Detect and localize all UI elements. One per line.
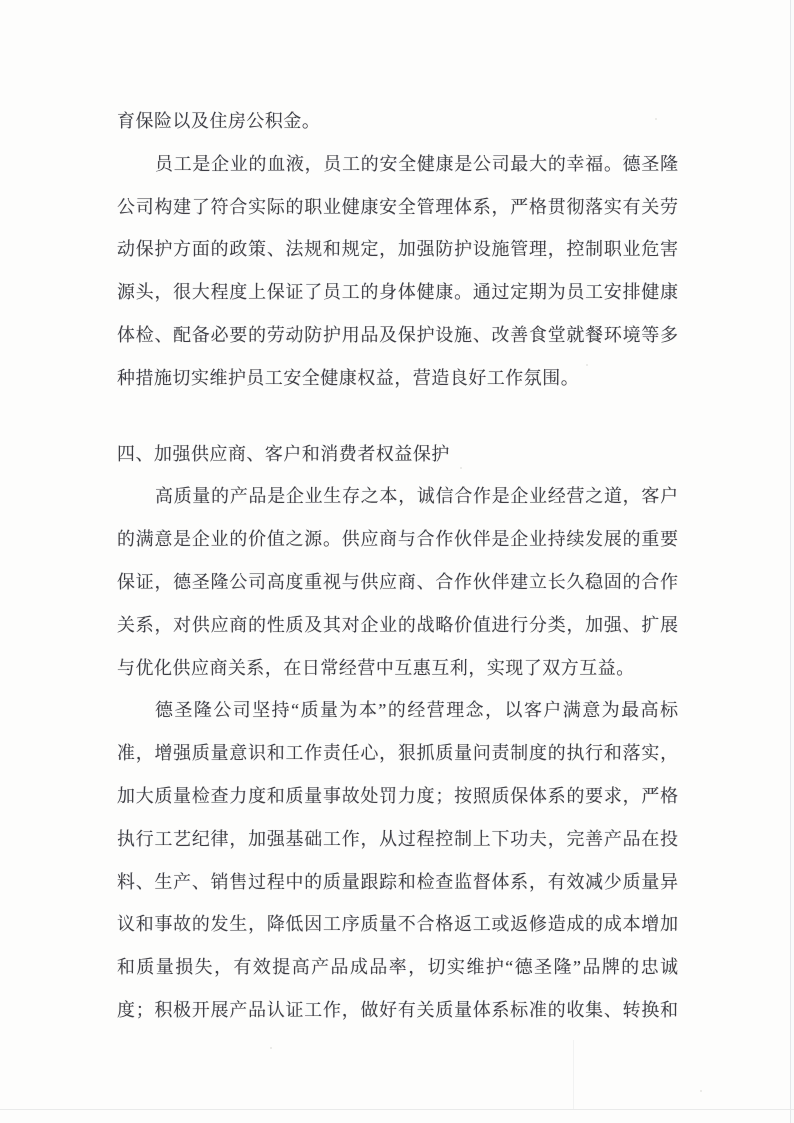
text-line: 与优化供应商关系，在日常经营中互惠互利，实现了双方互益。 — [117, 657, 635, 678]
scan-speckle — [700, 1090, 702, 1092]
scan-edge-bottom-line — [0, 1109, 794, 1110]
text-line: 料、生产、销售过程中的质量跟踪和检查监督体系，有效减少质量异 — [117, 871, 678, 892]
scan-speckle — [655, 118, 657, 120]
text-line: 德圣隆公司坚持“质量为本”的经营理念，以客户满意为最高标 — [155, 700, 678, 721]
text-line: 加大质量检查力度和质量事故处罚力度；按照质保体系的要求，严格 — [117, 785, 678, 806]
text-line: 高质量的产品是企业生存之本，诚信合作是企业经营之道，客户 — [155, 486, 678, 507]
text-line: 保证，德圣隆公司高度重视与供应商、合作伙伴建立长久稳固的合作 — [117, 571, 678, 592]
scan-edge-right-line — [790, 0, 791, 1123]
scan-streak — [573, 1040, 574, 1109]
text-line: 的满意是企业的价值之源。供应商与合作伙伴是企业持续发展的重要 — [117, 529, 678, 550]
text-line: 议和事故的发生，降低因工序质量不合格返工或返修造成的成本增加 — [117, 914, 678, 935]
scan-speckle — [460, 467, 462, 469]
text-line: 执行工艺纪律，加强基础工作，从过程控制上下功夫，完善产品在投 — [117, 828, 678, 849]
text-line: 体检、配备必要的劳动防护用品及保护设施、改善食堂就餐环境等多 — [117, 324, 678, 345]
text-line: 员工是企业的血液，员工的安全健康是公司最大的幸福。德圣隆 — [155, 153, 678, 174]
scan-speckle — [586, 364, 588, 366]
text-line: 育保险以及住房公积金。 — [117, 111, 321, 131]
text-line: 和质量损失，有效提高产品成品率，切实维护“德圣隆”品牌的忠诚 — [117, 957, 678, 978]
text-line: 准，增强质量意识和工作责任心，狠抓质量问责制度的执行和落实， — [117, 743, 678, 764]
text-line: 关系，对供应商的性质及其对企业的战略价值进行分类，加强、扩展 — [117, 614, 678, 635]
section-heading: 四、加强供应商、客户和消费者权益保护 — [117, 443, 450, 464]
section-gap — [117, 400, 678, 433]
text-line: 动保护方面的政策、法规和规定，加强防护设施管理，控制职业危害 — [117, 239, 678, 260]
text-line: 种措施切实维护员工安全健康权益，营造良好工作氛围。 — [117, 367, 580, 388]
text-line: 公司构建了符合实际的职业健康安全管理体系，严格贯彻落实有关劳 — [117, 196, 678, 217]
scan-speckle — [270, 1047, 272, 1049]
text-line: 度；积极开展产品认证工作，做好有关质量体系标准的收集、转换和 — [117, 999, 678, 1020]
text-line: 源头，很大程度上保证了员工的身体健康。通过定期为员工安排健康 — [117, 282, 678, 303]
text-column — [117, 100, 678, 1032]
